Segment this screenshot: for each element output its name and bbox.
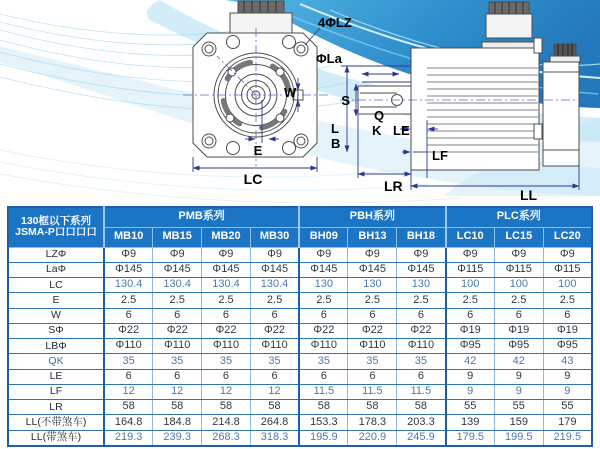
row-label: LL(带煞车) (8, 430, 104, 446)
spec-cell: Φ110 (348, 339, 397, 354)
spec-cell: 9 (543, 369, 592, 384)
spec-cell: Φ9 (397, 247, 446, 262)
spec-cell: 130.4 (202, 278, 251, 293)
spec-cell: 6 (202, 369, 251, 384)
spec-cell: 199.5 (494, 430, 543, 446)
spec-cell: 6 (250, 308, 299, 323)
spec-cell: 159 (494, 415, 543, 430)
spec-cell: 9 (543, 384, 592, 399)
spec-cell: Φ9 (446, 247, 495, 262)
spec-cell: 2.5 (104, 293, 153, 308)
spec-cell: Φ9 (250, 247, 299, 262)
spec-cell: 11.5 (299, 384, 348, 399)
spec-cell: 130 (299, 278, 348, 293)
spec-cell: 58 (397, 400, 446, 415)
spec-cell: 6 (348, 308, 397, 323)
row-label: LL(不带煞车) (8, 415, 104, 430)
row-label: QK (8, 354, 104, 369)
spec-cell: 2.5 (299, 293, 348, 308)
spec-cell: 58 (299, 400, 348, 415)
spec-cell: Φ110 (397, 339, 446, 354)
spec-cell: Φ9 (104, 247, 153, 262)
table-row (8, 278, 592, 293)
table-row (8, 384, 592, 399)
row-label: LaΦ (8, 262, 104, 277)
spec-cell: 6 (104, 308, 153, 323)
table-row (8, 430, 592, 446)
spec-cell: 42 (494, 354, 543, 369)
spec-cell: Φ22 (397, 323, 446, 338)
spec-cell: 318.3 (250, 430, 299, 446)
series-title-line2: JSMA-P口口口口 (15, 226, 97, 239)
spec-cell: Φ110 (299, 339, 348, 354)
spec-cell: 130 (348, 278, 397, 293)
row-label: E (8, 293, 104, 308)
spec-cell: 35 (153, 354, 202, 369)
spec-cell: Φ95 (543, 339, 592, 354)
spec-cell: Φ110 (104, 339, 153, 354)
column-header: BH13 (348, 227, 397, 247)
row-label: W (8, 308, 104, 323)
spec-cell: 219.3 (104, 430, 153, 446)
spec-cell: Φ145 (153, 262, 202, 277)
spec-cell: Φ95 (494, 339, 543, 354)
column-header: BH09 (299, 227, 348, 247)
table-row (8, 339, 592, 354)
dim-label-k: K (372, 123, 382, 138)
spec-cell: 268.3 (202, 430, 251, 446)
spec-cell: 264.8 (250, 415, 299, 430)
spec-cell: 6 (494, 308, 543, 323)
spec-cell: 179 (543, 415, 592, 430)
spec-cell: 6 (104, 369, 153, 384)
spec-cell: 100 (446, 278, 495, 293)
encoder (543, 44, 580, 166)
group-header: PMB系列 (104, 207, 299, 227)
spec-cell: 9 (446, 369, 495, 384)
spec-cell: 6 (348, 369, 397, 384)
table-row (8, 247, 592, 262)
row-label: LF (8, 384, 104, 399)
dim-label-la: ΦLa (316, 51, 342, 66)
spec-cell: 153.3 (299, 415, 348, 430)
spec-table (7, 206, 593, 447)
spec-cell: 12 (250, 384, 299, 399)
spec-cell: 6 (397, 369, 446, 384)
spec-cell: 55 (494, 400, 543, 415)
spec-cell: 55 (446, 400, 495, 415)
spec-cell: Φ110 (202, 339, 251, 354)
column-header: BH18 (397, 227, 446, 247)
spec-cell: Φ9 (348, 247, 397, 262)
spec-table-head (8, 207, 592, 247)
dim-label-s: S (341, 93, 350, 108)
spec-cell: 9 (494, 369, 543, 384)
spec-cell: Φ145 (348, 262, 397, 277)
spec-cell: 6 (397, 308, 446, 323)
row-label: LBΦ (8, 339, 104, 354)
spec-cell: 58 (104, 400, 153, 415)
column-header: MB20 (202, 227, 251, 247)
column-header: MB15 (153, 227, 202, 247)
spec-cell: 43 (543, 354, 592, 369)
dim-label-lr: LR (384, 178, 403, 194)
spec-cell: 178.3 (348, 415, 397, 430)
spec-cell: 12 (153, 384, 202, 399)
spec-cell: Φ19 (543, 323, 592, 338)
spec-cell: 214.8 (202, 415, 251, 430)
spec-cell: Φ145 (299, 262, 348, 277)
spec-cell: 130.4 (153, 278, 202, 293)
spec-cell: 6 (446, 308, 495, 323)
dim-label-ll: LL (520, 187, 538, 203)
dim-label-lf: LF (432, 148, 448, 163)
series-title-line1: 130框以下系列 (20, 215, 92, 228)
spec-cell: 12 (104, 384, 153, 399)
dim-label-lz: 4ΦLZ (318, 15, 352, 30)
spec-cell: 2.5 (543, 293, 592, 308)
spec-cell: 130.4 (250, 278, 299, 293)
table-row (8, 293, 592, 308)
spec-cell: Φ145 (202, 262, 251, 277)
diagram-area (0, 0, 600, 203)
spec-cell: 9 (494, 384, 543, 399)
spec-cell: 11.5 (348, 384, 397, 399)
spec-cell: Φ115 (494, 262, 543, 277)
column-header: MB30 (250, 227, 299, 247)
spec-cell: 6 (250, 369, 299, 384)
spec-cell: Φ9 (299, 247, 348, 262)
spec-cell: 184.8 (153, 415, 202, 430)
spec-cell: 35 (397, 354, 446, 369)
spec-table-body (8, 247, 592, 446)
spec-cell: 35 (104, 354, 153, 369)
dim-label-e: E (253, 143, 263, 158)
technical-drawing (0, 0, 600, 203)
spec-cell: 2.5 (494, 293, 543, 308)
spec-cell: 35 (348, 354, 397, 369)
spec-cell: 35 (202, 354, 251, 369)
spec-cell: Φ9 (494, 247, 543, 262)
row-label: LR (8, 400, 104, 415)
spec-cell: Φ145 (104, 262, 153, 277)
spec-cell: 9 (446, 384, 495, 399)
spec-cell: Φ22 (202, 323, 251, 338)
spec-cell: 130.4 (104, 278, 153, 293)
spec-cell: 203.3 (397, 415, 446, 430)
dim-label-b: B (331, 136, 341, 151)
spec-cell: 245.9 (397, 430, 446, 446)
spec-cell: 12 (202, 384, 251, 399)
group-header: PLC系列 (446, 207, 592, 227)
column-header: LC15 (494, 227, 543, 247)
spec-cell: 6 (299, 369, 348, 384)
spec-cell: 42 (446, 354, 495, 369)
spec-cell: Φ95 (446, 339, 495, 354)
dim-label-q: Q (374, 108, 385, 123)
spec-cell: 58 (250, 400, 299, 415)
spec-cell: Φ9 (153, 247, 202, 262)
spec-cell: 35 (250, 354, 299, 369)
table-row (8, 262, 592, 277)
table-row (8, 308, 592, 323)
spec-cell: Φ22 (153, 323, 202, 338)
spec-cell: Φ19 (494, 323, 543, 338)
table-row (8, 415, 592, 430)
spec-cell: 139 (446, 415, 495, 430)
spec-cell: 239.3 (153, 430, 202, 446)
spec-cell: Φ9 (543, 247, 592, 262)
corner-header (8, 207, 104, 247)
spec-cell: 2.5 (153, 293, 202, 308)
table-row (8, 400, 592, 415)
spec-cell: 2.5 (348, 293, 397, 308)
spec-cell: 6 (153, 308, 202, 323)
row-label: LC (8, 278, 104, 293)
row-label: LZΦ (8, 247, 104, 262)
spec-cell: 6 (299, 308, 348, 323)
spec-cell: 6 (202, 308, 251, 323)
spec-cell: 130 (397, 278, 446, 293)
column-header: LC10 (446, 227, 495, 247)
spec-cell: 195.9 (299, 430, 348, 446)
spec-cell: 2.5 (446, 293, 495, 308)
row-label: SΦ (8, 323, 104, 338)
group-header: PBH系列 (299, 207, 445, 227)
spec-cell: Φ110 (250, 339, 299, 354)
spec-cell: 100 (494, 278, 543, 293)
spec-cell: 2.5 (397, 293, 446, 308)
spec-cell: 100 (543, 278, 592, 293)
spec-cell: 220.9 (348, 430, 397, 446)
spec-cell: 58 (348, 400, 397, 415)
table-row (8, 369, 592, 384)
row-label: LE (8, 369, 104, 384)
spec-cell: 179.5 (446, 430, 495, 446)
spec-cell: Φ22 (104, 323, 153, 338)
spec-cell: Φ145 (250, 262, 299, 277)
spec-cell: 35 (299, 354, 348, 369)
dim-label-l: L (331, 121, 339, 136)
spec-cell: 55 (543, 400, 592, 415)
spec-cell: Φ19 (446, 323, 495, 338)
spec-cell: 164.8 (104, 415, 153, 430)
spec-cell: Φ22 (299, 323, 348, 338)
dim-label-w: W (284, 85, 297, 100)
spec-cell: Φ110 (153, 339, 202, 354)
spec-cell: 219.5 (543, 430, 592, 446)
spec-cell: 58 (153, 400, 202, 415)
spec-cell: Φ22 (250, 323, 299, 338)
table-row (8, 323, 592, 338)
spec-cell: Φ22 (348, 323, 397, 338)
spec-cell: 2.5 (202, 293, 251, 308)
column-header: MB10 (104, 227, 153, 247)
dim-label-lc: LC (243, 171, 263, 187)
spec-cell: 6 (543, 308, 592, 323)
column-header: LC20 (543, 227, 592, 247)
spec-cell: Φ9 (202, 247, 251, 262)
spec-cell: 6 (153, 369, 202, 384)
spec-cell: 58 (202, 400, 251, 415)
spec-cell: Φ145 (397, 262, 446, 277)
spec-cell: 11.5 (397, 384, 446, 399)
table-row (8, 354, 592, 369)
spec-cell: Φ115 (446, 262, 495, 277)
dim-label-le: LE (393, 123, 410, 138)
spec-cell: 2.5 (250, 293, 299, 308)
spec-cell: Φ115 (543, 262, 592, 277)
